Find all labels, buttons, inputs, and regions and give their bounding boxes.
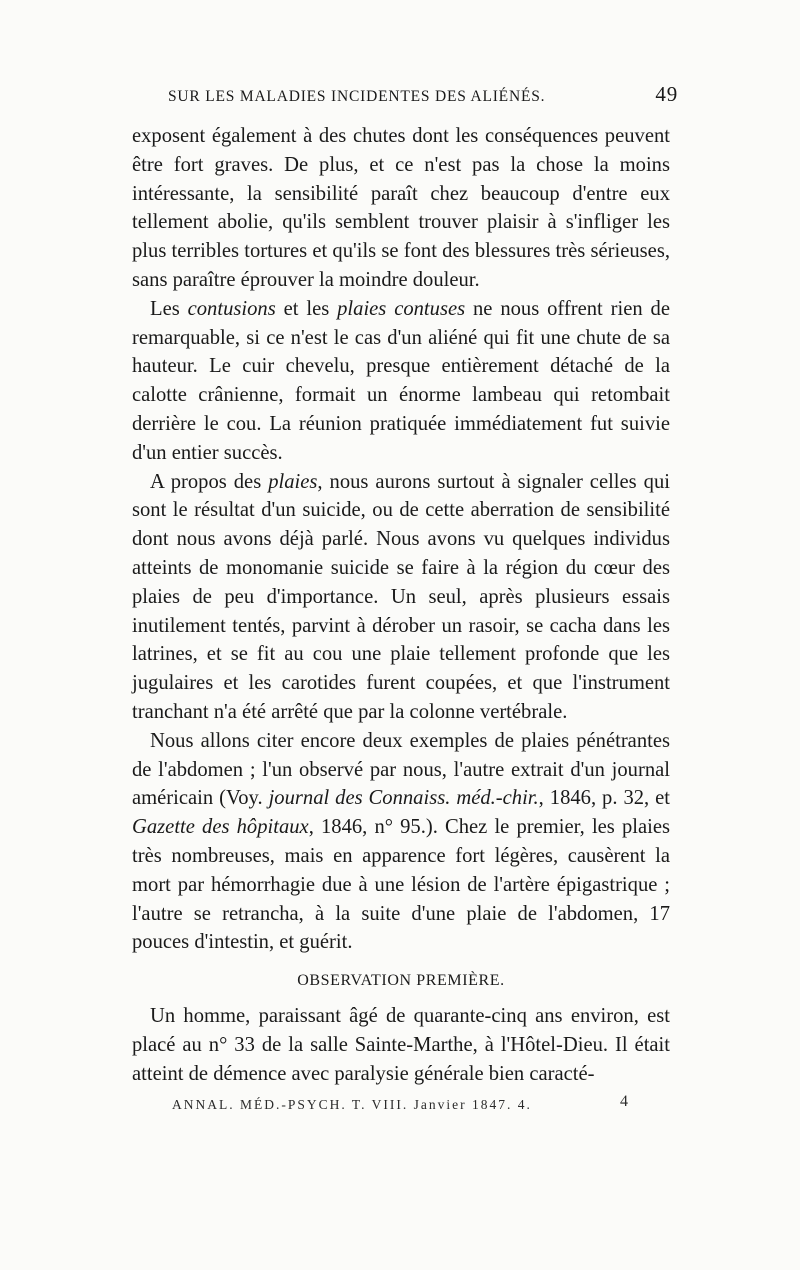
italic-segment: plaies xyxy=(268,470,318,493)
text-segment: , nous aurons surtout à signaler celles qui sont le résultat d'un suicide, ou de cette aberration de sensibilité dont nous avons déjà parlé. Nous avons vu quelques individus atteints de monomanie suicide se faire à la région du cœur des plaies de peu d'importance. Un seul, après plusieurs essais inutilement tentés, parvint à dérober un rasoir, se cacha dans les latrines, et se fit au cou une plaie tellement profonde que les jugulaires et les carotides furent coupées, et que l'instrument tranchant n'a été arrêté que par la colonne vertébrale. xyxy=(132,470,670,723)
observation-paragraph xyxy=(132,1002,670,1088)
section-heading: OBSERVATION PREMIÈRE. xyxy=(297,972,505,990)
running-title: SUR LES MALADIES INCIDENTES DES ALIÉNÉS. xyxy=(168,88,546,105)
text-segment: Les xyxy=(150,297,188,320)
paragraph-4 xyxy=(132,727,670,957)
paragraph-1 xyxy=(132,122,670,295)
signature-line: ANNAL. MÉD.-PSYCH. T. VIII. Janvier 1847. 4. xyxy=(172,1097,532,1112)
body-text xyxy=(132,122,670,1088)
text-segment: ne nous offrent rien de remarquable, si ce n'est le cas d'un aliéné qui fit une chute de sa hauteur. Le cuir chevelu, presque entièrement détaché de la calotte crânienne, formait un énorme lambeau qui retombait derrière le cou. La réunion pratiquée immédiatement fut suivie d'un entier succès. xyxy=(132,297,670,464)
text-segment: exposent également à des chutes dont les conséquences peuvent être fort graves. De plus, et ce n'est pas la chose la moins intéressante, la sensibilité paraît chez beaucoup d'entre eux tellement abolie, qu'ils semblent trouver plaisir à s'infliger les plus terribles tortures et qu'ils se font des blessures très sérieuses, sans paraître éprouver la moindre douleur. xyxy=(132,125,670,291)
text-segment: et les xyxy=(275,297,338,320)
text-segment: , 1846, p. 32, et xyxy=(538,787,670,810)
text-segment: Nous allons citer encore deux exemples de plaies pénétrantes de l'abdomen ; l'un observé par nous, l'autre extrait d'un journal américain (Voy. xyxy=(132,729,670,810)
page-number: 49 xyxy=(655,82,678,106)
text-segment: A propos des xyxy=(150,470,269,493)
italic-segment: plaies contuses xyxy=(337,297,466,320)
signature-mark: 4 xyxy=(620,1093,630,1110)
paragraph-3 xyxy=(132,468,670,727)
italic-segment: journal des Connaiss. méd.-chir. xyxy=(268,787,539,810)
paragraph-2 xyxy=(132,295,670,468)
italic-segment: Gazette des hôpitaux xyxy=(132,816,309,839)
italic-segment: contusions xyxy=(187,297,276,320)
text-segment: , 1846, n° 95.). Chez le premier, les plaies très nombreuses, mais en apparence fort légères, causèrent la mort par hémorrhagie due à une lésion de l'artère épigastrique ; l'autre se retrancha, à la suite d'une plaie de l'abdomen, 17 pouces d'intestin, et guérit. xyxy=(132,816,670,954)
text-segment: Un homme, paraissant âgé de quarante-cinq ans environ, est placé au n° 33 de la salle Sainte-Marthe, à l'Hôtel-Dieu. Il était atteint de démence avec paralysie générale bien caracté- xyxy=(132,1004,670,1085)
